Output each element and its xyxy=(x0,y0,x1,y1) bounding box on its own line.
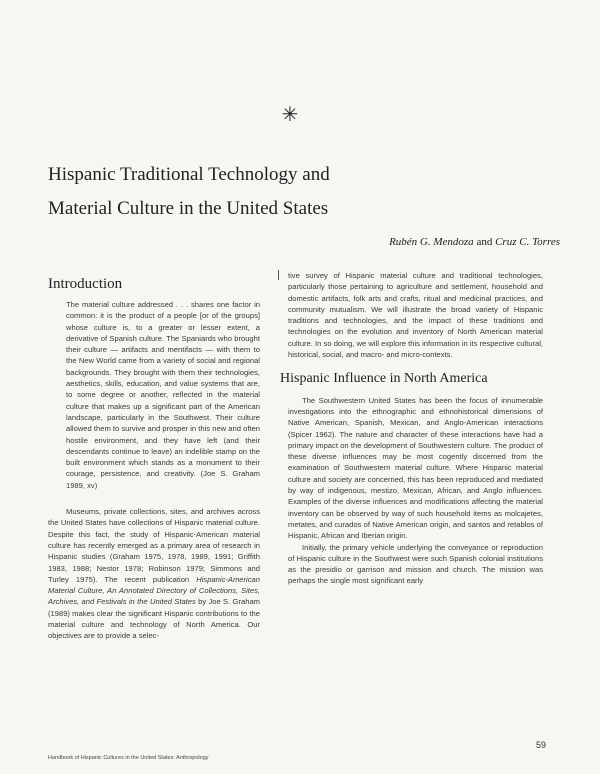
cited-book-title: Hispanic-American Material Culture, An Annotated Directory of Collections, Sites, Archives, and Festivals in the United States xyxy=(48,574,260,607)
author-conjunction: and xyxy=(476,236,493,248)
author-byline xyxy=(320,236,560,248)
introduction-text-part-2: by Joe S. Graham (1989) makes clear the significant Hispanic contributions to the material culture and technology of North America. Our objectives are to provide a selec- xyxy=(48,597,260,641)
asterisk-ornament-icon: ✳ xyxy=(281,102,299,126)
article-title xyxy=(48,158,378,226)
author-name-1: Rubén G. Mendoza xyxy=(389,236,474,248)
right-column xyxy=(280,270,543,587)
southwest-paragraph: The Southwestern United States has been the focus of innumerable investigations into the ethnographic and ethnohistorical dimensions of Native American, Spanish, Mexican, and Anglo-American interactions (Spicer 1962). The nature and character of these interactions have had a primary impact on the development of Southwestern culture. The product of these diverse influences may be most cogently discerned from the examination of Southwestern material culture. Where Hispanic material culture and society are concerned, this has been reproduced and mediated by way of indigenous, mestizo, Mexican, African, and Anglo influences. Examples of the diverse influences and modifications affecting the material inventory can be observed by way of such household items as molcajetes, metates, and curados of Native American origin, and santos and retablos of Hispanic, African and Iberian origin. xyxy=(288,395,543,541)
article-title-line-1: Hispanic Traditional Technology and xyxy=(48,164,330,185)
article-title-line-2: Material Culture in the United States xyxy=(48,198,329,219)
page-number: 59 xyxy=(536,740,547,750)
introduction-paragraph xyxy=(48,506,260,642)
colonial-institutions-paragraph: Initially, the primary vehicle underlying the conveyance or reproduction of Hispanic culture in the Southwest were such Spanish colonial institutions as the presidio or garrison and mission and church. The mission was perhaps the single most significant early xyxy=(288,542,543,586)
running-footer: Handbook of Hispanic Cultures in the United States: Anthropology xyxy=(48,755,209,761)
hispanic-influence-heading: Hispanic Influence in North America xyxy=(280,371,488,387)
block-quotation: The material culture addressed . . . shares one factor in common: it is the product of a people [or of the groups] whose culture is, to a greater or lesser extent, a derivative of Spanish culture. The Spaniards who brought their culture — artifacts and mentifacts — with them to the New World came from a variety of social and regional backgrounds. They brought with them their technologies, aesthetics, skills, education, and value systems that are, to some degree or another, reflected in the material culture that makes up a significant part of the American landscape, particularly in the Southwest. Their culture allowed them to survive and prosper in this new and often hostile environment, and they have left (and their descendants continue to leave) an indelible stamp on the built environment which stands as a monument to their courage, persistence, and creativity. (Joe S. Graham 1989, xv) xyxy=(66,300,260,490)
continued-paragraph: tive survey of Hispanic material culture and traditional technologies, particularly those pertaining to agriculture and settlement, household and domestic artifacts, folk arts and crafts, ritual and medicinal practices, and community mutualism. We will illustrate the broad variety of Hispanic traditions and technologies, and the impact of these traditions and technologies on the evolution and inventory of North American material culture. In so doing, we will explore this information in its respective cultural, historical, social, and macro- and micro-contexts. xyxy=(288,271,543,360)
author-name-2: Cruz C. Torres xyxy=(495,236,560,248)
column-divider xyxy=(278,270,279,280)
introduction-heading: Introduction xyxy=(48,276,123,292)
introduction-text-part-1: Museums, private collections, sites, and archives across the United States have collections of Hispanic material culture. Despite this fact, the study of Hispanic-American material culture has recently emerged as a primary area of research in Hispanic studies (Graham 1975, 1978, 1989, 1991; Griffith 1983, 1988; Nestor 1978; Robinson 1979; Simmons and Turley 1975). The recent publication xyxy=(48,507,260,584)
left-column xyxy=(48,299,260,642)
